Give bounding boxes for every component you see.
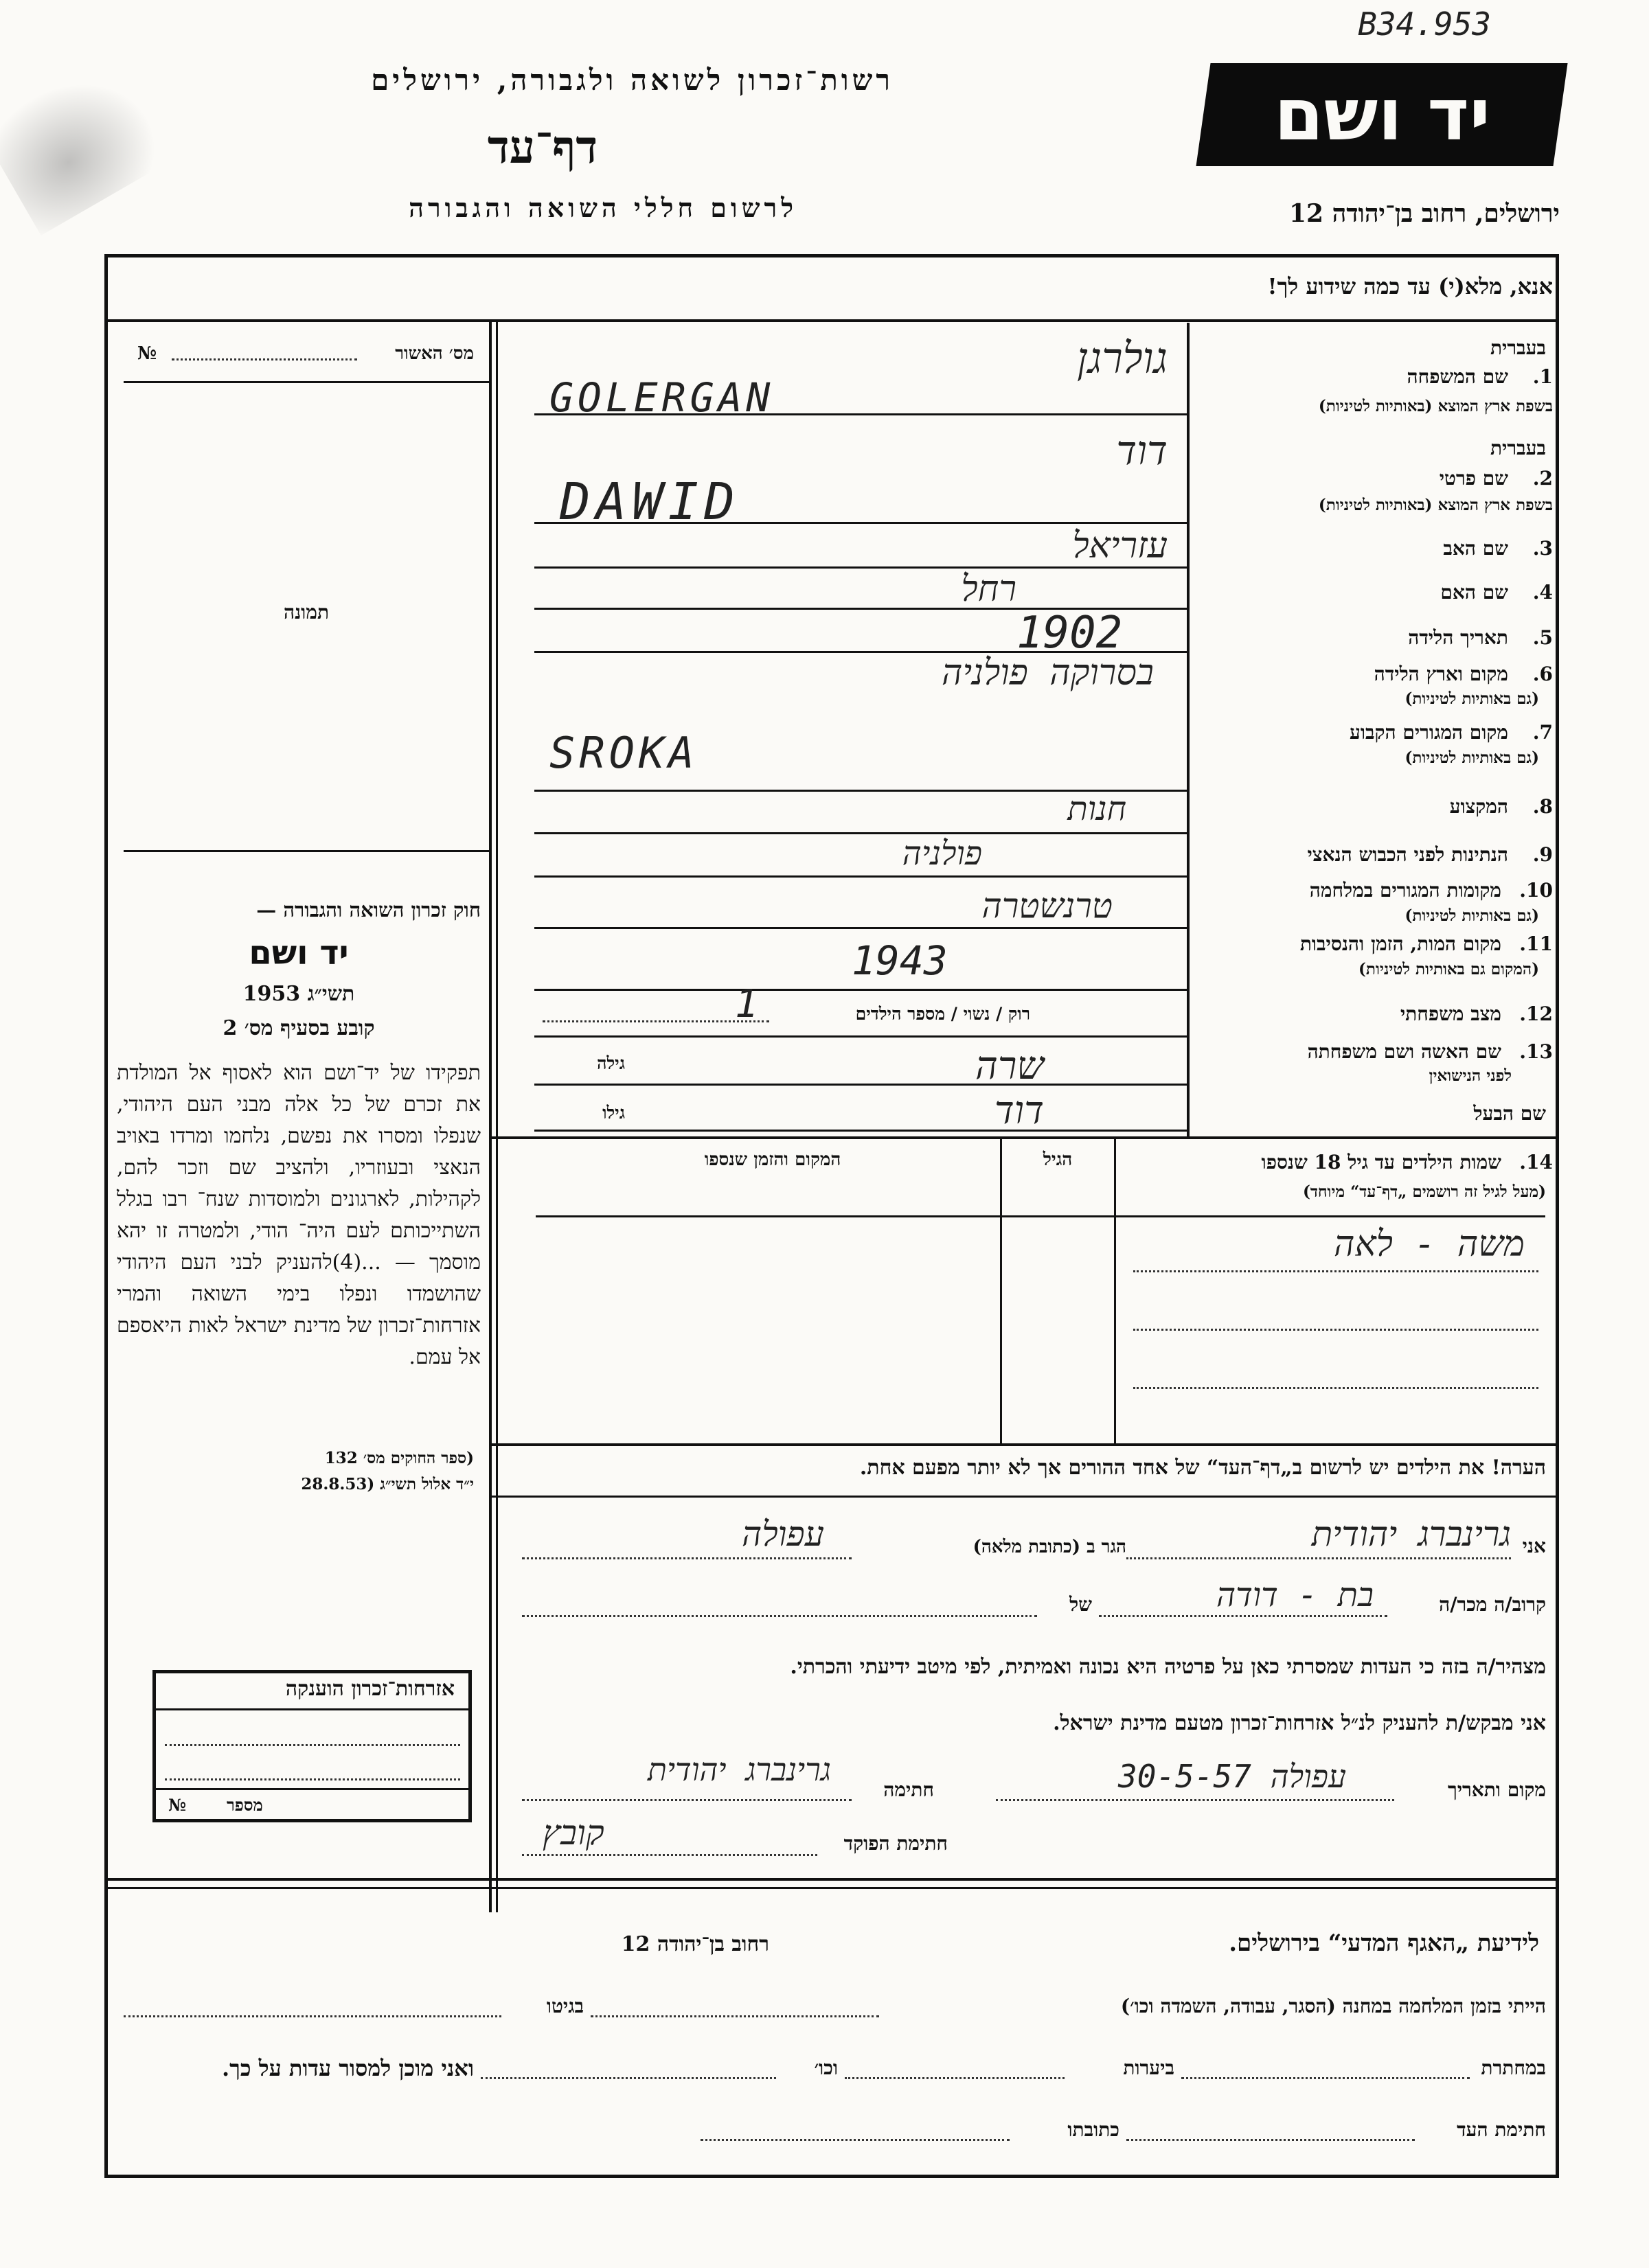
row-line xyxy=(534,1084,1187,1086)
instruction: אנא, מלא(י) עד כמה שידוע לך! xyxy=(1267,273,1553,299)
husband-age-label: גילו xyxy=(602,1103,625,1123)
children-num: 14. xyxy=(1519,1151,1553,1173)
children-sub: (מעל לגיל זה רושמים „דף־עד“ מיוחד) xyxy=(1302,1182,1546,1201)
row-line xyxy=(534,989,1187,991)
field-1-value-lat[interactable]: GOLERGAN xyxy=(549,374,775,421)
decl-witness-name[interactable]: גרינברג יהודית xyxy=(1311,1514,1511,1554)
field-7-num: 7. xyxy=(1532,721,1553,744)
citizenship-title-underline xyxy=(152,1708,472,1710)
officer-line xyxy=(522,1854,817,1856)
decl-line-2-rest xyxy=(522,1615,1037,1617)
citizenship-num-divider xyxy=(152,1788,472,1790)
children-col-age-l xyxy=(1000,1136,1002,1445)
footer-top-1 xyxy=(104,1878,1559,1881)
children-row-2-line xyxy=(1133,1329,1538,1331)
field-2-sub: בשפת ארץ המוצא (באותיות לטיניות) xyxy=(1318,496,1553,514)
footer-line-1: הייתי בזמן המלחמה במחנה (הסגר, עבודה, השמדה וכו׳) xyxy=(1120,1995,1546,2017)
field-2-num: 2. xyxy=(1532,467,1553,490)
decl-relation[interactable]: בת - דודה xyxy=(1216,1576,1374,1614)
children-top xyxy=(492,1136,1559,1139)
field-4-label: שם האם xyxy=(1440,581,1508,604)
children-row-3-line xyxy=(1133,1387,1538,1389)
field-10-num: 10. xyxy=(1519,879,1553,902)
field-2-value-lat[interactable]: DAWID xyxy=(560,472,740,531)
approval-no-mark: № xyxy=(137,343,157,364)
field-9-label: הנתינות לפני הכבוש הנאצי xyxy=(1307,843,1508,866)
signature-label: חתימה xyxy=(883,1778,934,1801)
label-col-divider xyxy=(1187,323,1190,1136)
field-5-value[interactable]: 1902 xyxy=(1016,608,1123,658)
footer-title: לידיעת „האגף המדעי“ בירושלים. xyxy=(1229,1929,1539,1957)
footer-line-1-fill xyxy=(591,2015,879,2017)
footer-address: רחוב בן־יהודה 12 xyxy=(621,1932,769,1956)
citizenship-title: אזרחות־זכרון הוענקה xyxy=(285,1677,455,1701)
decl-address-line xyxy=(522,1557,852,1559)
field-3-num: 3. xyxy=(1532,537,1553,560)
decl-prefix-1: אני xyxy=(1522,1535,1546,1557)
field-4-value[interactable]: רחל xyxy=(961,569,1016,610)
field-11-num: 11. xyxy=(1519,932,1553,955)
field-3-value[interactable]: עזריאל xyxy=(1072,525,1168,566)
field-3-label: שם האב xyxy=(1443,537,1508,560)
divider xyxy=(104,319,1559,322)
note-top xyxy=(492,1443,1559,1446)
field-1-num: 1. xyxy=(1532,365,1553,388)
field-2-label: שם פרטי xyxy=(1439,467,1508,490)
law-text: תפקידו של יד־ושם הוא לאסוף אל המולדת את זכרם של כל אלה מבני העם היהודי, שנפלו ומסרו את נפשם, נלחמו ומרדו באויב הנאצי ובעוזריו, ולהציב שם וזכר להם, לקהילות, לארגונים ולמוסדות שנח־ רבו בגלל השתייכותם לעם היה־ הודי, ולמטרה זו יהא מוסמך — ...(4)להעניק לבני העם היהודי שהושמדו ונפלו בימי השואה והמרי אזרחות־זכרון של מדינת ישראל לאות היאספם אל עמם. xyxy=(117,1061,481,1369)
signature[interactable]: גרינברג יהודית xyxy=(647,1751,831,1788)
officer-sig[interactable]: קובץ xyxy=(543,1813,604,1853)
photo-label: תמונה xyxy=(283,601,330,623)
footer-etc: וכו׳ xyxy=(814,2057,838,2079)
field-1-value-he[interactable]: גולרגן xyxy=(1076,333,1168,383)
citizenship-line-2 xyxy=(165,1778,460,1780)
field-13-num: 13. xyxy=(1519,1040,1553,1063)
field-6-num: 6. xyxy=(1532,663,1553,685)
field-10-label: מקומות המגורים במלחמה xyxy=(1309,879,1501,902)
footer-underground: במחתרת xyxy=(1481,2057,1546,2079)
citizenship-no-mark: № xyxy=(168,1795,187,1815)
law-title: חוק זכרון השואה והגבורה — xyxy=(256,898,481,921)
field-11-sub: (המקום גם באותיות לטיניות) xyxy=(1358,960,1539,978)
field-7-label: מקום המגורים הקבוע xyxy=(1350,721,1508,744)
citizenship-line-1 xyxy=(165,1744,460,1746)
footer-witness-sig: חתימת העד xyxy=(1457,2118,1546,2141)
note: הערה! את הילדים יש לרשום ב„דף־העד“ של אחד ההורים אך לא יותר מפעם אחת. xyxy=(859,1456,1546,1480)
officer-label: חתימת הפוקד xyxy=(843,1832,948,1855)
decl-statement: מצהיר/ה בזה כי העדות שמסרתי כאן על פרטיה היא נכונה ואמיתית, לפי מיטב ידיעתי והכרתי. xyxy=(790,1655,1546,1679)
row-line xyxy=(534,1130,1187,1132)
decl-suffix-2: של xyxy=(1069,1593,1092,1616)
field-8-value[interactable]: חנות xyxy=(1067,790,1126,828)
field-13-value[interactable]: שרה xyxy=(975,1044,1044,1088)
archive-number: B34.953 xyxy=(1358,5,1491,43)
decl-mid-1: הגר ב (כתובת מלאה) xyxy=(973,1537,1126,1557)
field-12-value[interactable]: 1 xyxy=(735,982,758,1027)
children-row-1-line xyxy=(1133,1270,1538,1272)
law-clause: קובע בסעיף מס׳ 2 xyxy=(223,1016,375,1040)
field-11-value[interactable]: 1943 xyxy=(852,937,948,984)
children-header-bottom xyxy=(536,1215,1545,1217)
law-year: תשי״ג 1953 xyxy=(242,982,355,1006)
form-subtitle: לרשום חללי השואה והגבורה xyxy=(409,192,797,223)
signature-line xyxy=(522,1799,852,1801)
field-12-num: 12. xyxy=(1519,1003,1553,1025)
field-13-label: שם האשה ושם משפחתה xyxy=(1307,1040,1501,1063)
yad-vashem-logo xyxy=(1196,63,1567,166)
field-11-label: מקום המות, הזמן והנסיבות xyxy=(1299,932,1501,955)
field-8-num: 8. xyxy=(1532,795,1553,818)
field-1-hebrew-tag: בעברית xyxy=(1490,336,1546,359)
row-line xyxy=(534,875,1187,878)
children-col-age-r xyxy=(1114,1136,1116,1445)
citizenship-number-label: מספר xyxy=(227,1795,263,1815)
approval-label: מס׳ האשור xyxy=(395,343,474,364)
footer-line-2-fill-2 xyxy=(845,2077,1065,2079)
field-10-value[interactable]: טרנשטרה xyxy=(981,886,1113,926)
scan-smudge xyxy=(0,53,172,236)
footer-forests: ביערות xyxy=(1123,2057,1174,2079)
footer-line-2-fill-1 xyxy=(1181,2077,1470,2079)
law-ref-2: י״ד אלול תשי״ג (28.8.53 xyxy=(301,1475,474,1493)
row-line xyxy=(534,927,1187,929)
field-9-value[interactable]: פולניה xyxy=(902,834,982,873)
field-2-hebrew-tag: בעברית xyxy=(1490,437,1546,459)
form-title: דף־עד xyxy=(487,120,598,174)
field-7-sub: (גם באותיות לטיניות) xyxy=(1405,748,1539,767)
note-bottom xyxy=(492,1496,1559,1498)
field-4-num: 4. xyxy=(1532,581,1553,604)
decl-name-line xyxy=(1126,1557,1511,1559)
law-ref-1: (ספר החוקים מס׳ 132 xyxy=(324,1449,474,1467)
footer-line-1-end: בגיטו xyxy=(546,1995,584,2017)
address: ירושלים, רחוב בן־יהודה 12 xyxy=(1288,199,1560,228)
place-date-label: מקום ותאריך xyxy=(1447,1778,1546,1801)
field-1-sub: בשפת ארץ המוצא (באותיות לטיניות) xyxy=(1318,397,1553,415)
field-9-num: 9. xyxy=(1532,843,1553,866)
field-12-options[interactable]: רוק / נשוי / מספר הילדים xyxy=(855,1004,1030,1024)
field-6-value-lat[interactable]: SROKA xyxy=(549,728,698,778)
place-date[interactable]: עפולה 30-5-57 xyxy=(1118,1758,1346,1795)
husband-value[interactable]: דוד xyxy=(994,1088,1044,1133)
field-6-value[interactable]: בסרוקה פולניה xyxy=(942,652,1154,694)
footer-line-3-fill-1 xyxy=(1126,2139,1415,2141)
field-2-value-he[interactable]: דוד xyxy=(1116,427,1168,474)
field-6-sub: (גם באותיות לטיניות) xyxy=(1405,689,1539,708)
authority-title: רשות־זכרון לשואה ולגבורה, ירושלים xyxy=(371,63,894,97)
law-name: יד ושם xyxy=(249,934,349,972)
children-col-age: הגיל xyxy=(1043,1149,1073,1170)
field-10-sub: (גם באותיות לטיניות) xyxy=(1405,906,1539,925)
field-12-label: מצב משפחתי xyxy=(1400,1003,1501,1025)
decl-request: אני מבקש/ת להעניק לנ״ל אזרחות־זכרון מטעם מדינת ישראל. xyxy=(1053,1711,1546,1735)
children-col-place: המקום והזמן שנספו xyxy=(704,1149,841,1170)
husband-label: שם הבעל xyxy=(1473,1102,1546,1125)
field-1-label: שם המשפחה xyxy=(1407,365,1508,388)
field-13-sub: לפני הנישואין xyxy=(1429,1066,1512,1085)
footer-top-2 xyxy=(104,1887,1559,1889)
decl-prefix-2: קרוב/ה מכר/ה xyxy=(1439,1593,1546,1616)
field-5-label: תאריך הלידה xyxy=(1408,626,1508,649)
logo-text: יד ושם xyxy=(1273,73,1490,157)
row-line xyxy=(534,1035,1187,1038)
approval-line[interactable] xyxy=(172,358,357,360)
decl-address[interactable]: עפולה xyxy=(742,1514,824,1554)
footer-address-label: כתובתו xyxy=(1067,2118,1119,2141)
footer-line-3-fill-2 xyxy=(701,2139,1010,2141)
footer-line-2-fill-3 xyxy=(481,2077,776,2079)
decl-relation-line xyxy=(1099,1615,1387,1617)
field-5-num: 5. xyxy=(1532,626,1553,649)
field-13-age-label: גילה xyxy=(597,1053,625,1073)
footer-ready: ואני מוכן למסור עדות על כך. xyxy=(221,2055,474,2081)
field-8-label: המקצוע xyxy=(1449,795,1508,818)
place-date-line xyxy=(996,1799,1394,1801)
field-6-label: מקום וארץ הלידה xyxy=(1374,663,1508,685)
children-row-1[interactable]: משה - לאה xyxy=(1333,1224,1525,1265)
footer-line-1-fill-2 xyxy=(124,2015,501,2017)
children-label: שמות הילדים עד גיל 18 שנספו xyxy=(1261,1151,1501,1173)
